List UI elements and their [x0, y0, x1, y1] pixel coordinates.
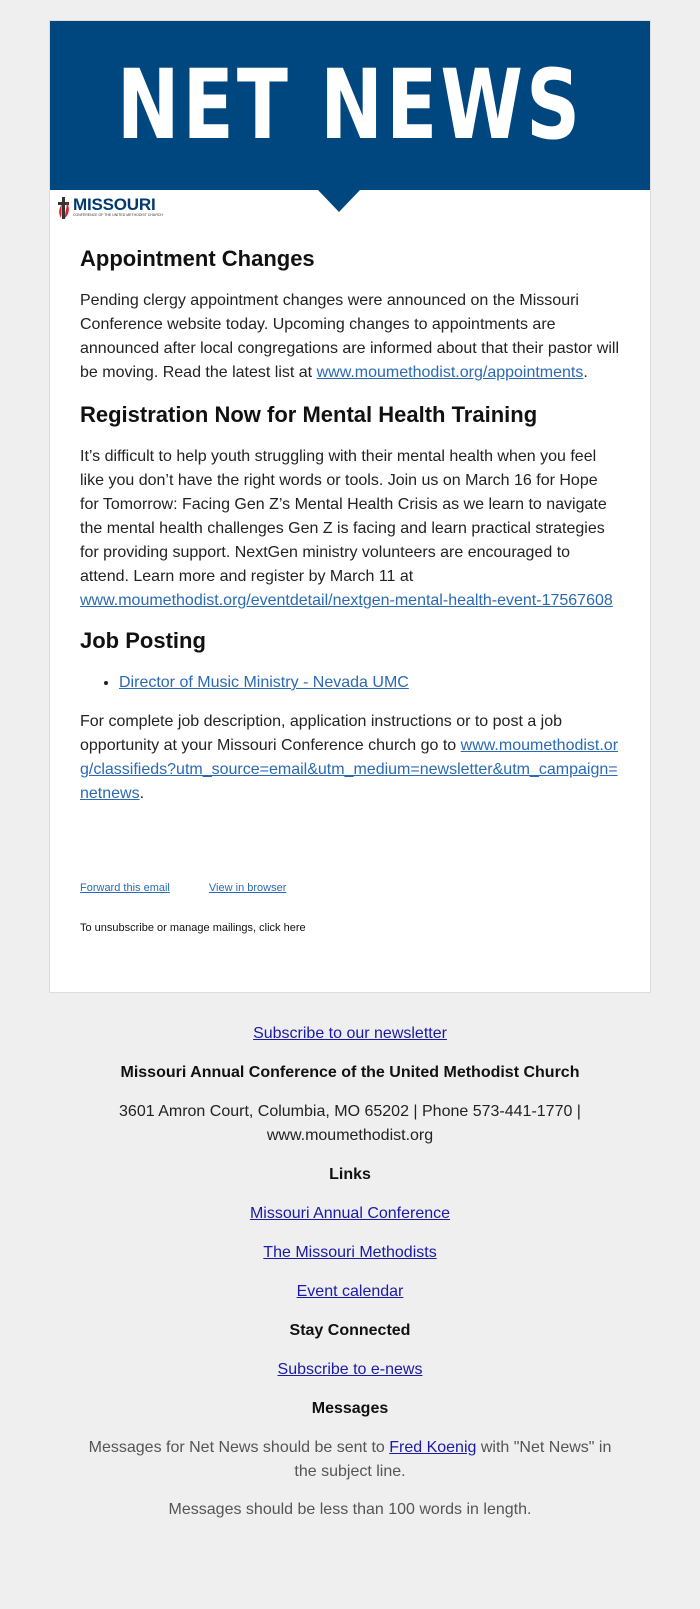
stay-connected-heading: Stay Connected: [289, 1322, 411, 1339]
fred-koenig-link[interactable]: Fred Koenig: [389, 1439, 477, 1456]
missouri-logo: [56, 195, 163, 221]
subscribe-newsletter-link[interactable]: Subscribe to our newsletter: [253, 1025, 447, 1042]
mental-health-heading: Registration Now for Mental Health Training: [80, 402, 538, 427]
view-in-browser-link[interactable]: View in browser: [208, 882, 287, 894]
messages-instructions: [80, 1436, 620, 1484]
logo-subtitle: CONFERENCE OF THE UNITED METHODIST CHURCH: [73, 213, 163, 217]
messages-heading: Messages: [311, 1400, 389, 1417]
links-heading: Links: [329, 1166, 371, 1183]
footer-link-annual-conference[interactable]: Missouri Annual Conference: [249, 1205, 451, 1222]
newsletter-title: NET NEWS: [116, 49, 584, 161]
org-name: Missouri Annual Conference of the United Methodist Church: [120, 1064, 580, 1081]
classifieds-link[interactable]: www.moumethodist.org/classifieds?utm_source=email&utm_medium=newsletter&utm_campaign=netnews: [80, 737, 619, 802]
mental-health-body: It’s difficult to help youth struggling with their mental health when you feel like you don’t have the right words or tools. Join us on March 16 for Hope for Tomorrow: Facing Gen Z’s Mental Health Crisis as we learn to navigate the mental health challenges Gen Z is facing and learn practical strategies for providing support. NextGen ministry volunteers are encouraged to attend. Learn more and register by March 11 at: [80, 448, 607, 585]
unsubscribe-text[interactable]: To unsubscribe or manage mailings, click here: [80, 922, 306, 934]
email-actions: [80, 882, 322, 894]
mental-health-link[interactable]: www.moumethodist.org/eventdetail/nextgen-mental-health-event-17567608: [80, 592, 613, 609]
appointments-suffix: .: [583, 364, 588, 381]
job-list-item: [119, 671, 659, 695]
messages-suffix: with "Net News" in the subject line.: [294, 1439, 612, 1480]
job-list: [80, 671, 659, 695]
subscribe-enews-link[interactable]: Subscribe to e-news: [277, 1361, 423, 1378]
appointments-text: [80, 289, 620, 385]
cross-flame-icon: [56, 196, 72, 220]
message-length-note: Messages should be less than 100 words in length.: [168, 1501, 532, 1518]
appointments-link[interactable]: www.moumethodist.org/appointments: [316, 364, 584, 381]
job-posting-body: For complete job description, application instructions or to post a job opportunity at your Missouri Conference church go to: [80, 713, 563, 754]
org-address: 3601 Amron Court, Columbia, MO 65202 | Phone 573-441-1770 | www.moumethodist.org: [119, 1103, 581, 1144]
newsletter-card: [49, 20, 651, 993]
header-banner: [50, 21, 650, 190]
mental-health-text: [80, 445, 620, 613]
footer-link-missouri-methodists[interactable]: The Missouri Methodists: [263, 1244, 437, 1261]
forward-email-link[interactable]: Forward this email: [80, 882, 170, 894]
banner-notch: [318, 190, 360, 212]
job-posting-text: [80, 710, 620, 806]
logo-wordmark: MISSOURI: [73, 195, 156, 214]
appointments-body: Pending clergy appointment changes were announced on the Missouri Conference website today. Upcoming changes to appointments are announced after local congregations are informed about that their pastor will be moving. Read the latest list at: [80, 292, 619, 381]
footer-link-event-calendar[interactable]: Event calendar: [296, 1283, 404, 1300]
messages-prefix: Messages for Net News should be sent to: [88, 1439, 390, 1456]
job-posting-suffix: .: [139, 785, 145, 802]
job-link[interactable]: Director of Music Ministry - Nevada UMC: [119, 674, 409, 691]
job-posting-heading: Job Posting: [80, 628, 206, 653]
appointments-heading: Appointment Changes: [80, 246, 315, 271]
